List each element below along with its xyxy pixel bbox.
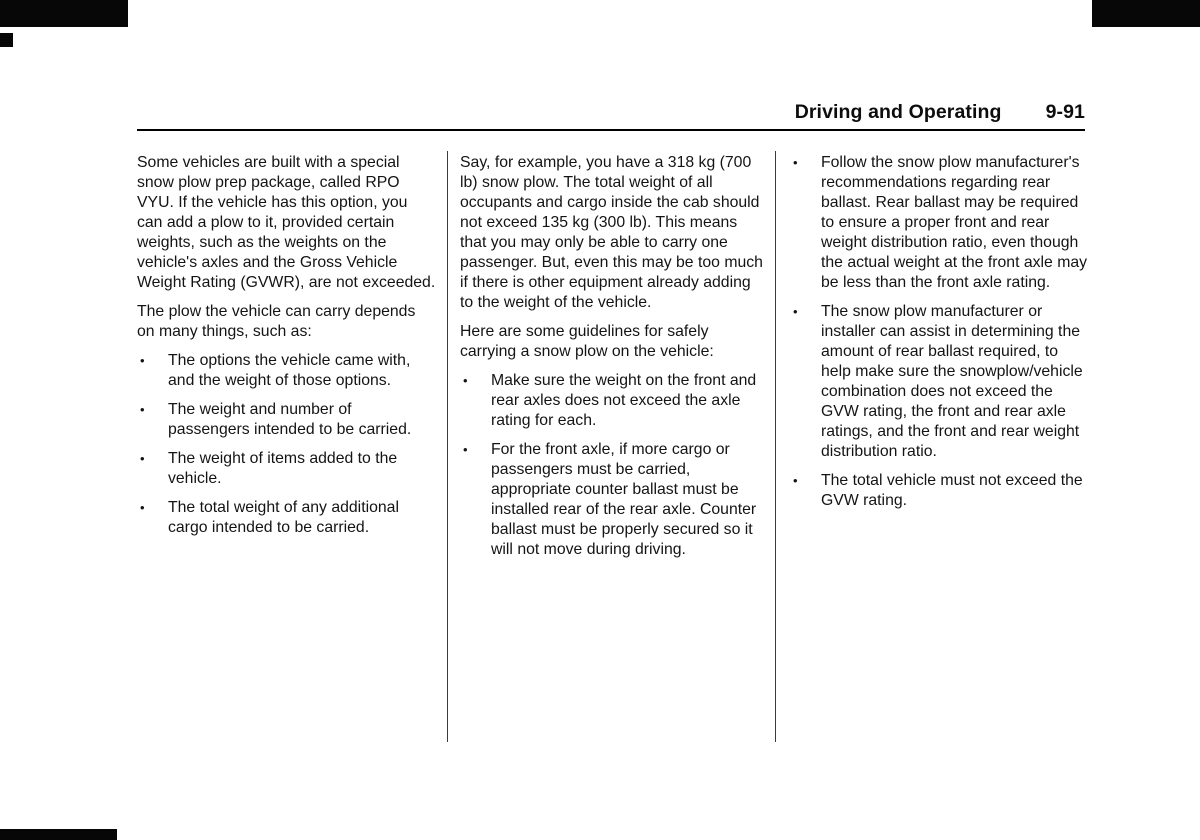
bullet-item — [137, 498, 437, 538]
bullet-item — [790, 471, 1088, 511]
bullet-text: The weight of items added to the vehicle. — [168, 450, 398, 487]
scan-artifact-top-right — [1092, 0, 1200, 27]
bullet-text: For the front axle, if more cargo or passengers must be carried, appropriate counter ballast must be installed rear of the rear axle. Counter ballast must be properly secured so it will not move during driving. — [491, 441, 757, 558]
page-number: 9-91 — [1045, 101, 1085, 123]
text-column-1 — [137, 153, 437, 547]
bullet-icon: • — [793, 304, 798, 319]
bullet-item — [790, 153, 1088, 293]
bullet-text: The weight and number of passengers intended to be carried. — [168, 401, 412, 438]
header-rule — [137, 129, 1085, 131]
column-divider-2 — [775, 151, 776, 742]
bullet-icon: • — [140, 500, 145, 515]
page-header — [137, 101, 1085, 124]
bullet-item — [137, 449, 437, 489]
bullet-icon: • — [463, 442, 468, 457]
bullet-item — [137, 351, 437, 391]
chapter-title: Driving and Operating — [794, 101, 1002, 123]
bullet-item — [137, 400, 437, 440]
bullet-text: The options the vehicle came with, and the weight of those options. — [168, 352, 411, 389]
scan-artifact-bottom-left — [0, 829, 117, 840]
paragraph: Say, for example, you have a 318 kg (700 lb) snow plow. The total weight of all occupants and cargo inside the cab should not exceed 135 kg (300 lb). This means that you may only be able to carry one passenger. But, even this may be too much if there is other equipment already adding to the weight of the vehicle. — [460, 154, 763, 311]
scan-artifact-top-left — [0, 0, 128, 27]
bullet-icon: • — [463, 373, 468, 388]
bullet-item — [790, 302, 1088, 462]
bullet-icon: • — [140, 451, 145, 466]
bullet-item — [460, 440, 763, 560]
bullet-text: The snow plow manufacturer or installer can assist in determining the amount of rear ballast required, to help make sure the snowplow/vehicle combination does not exceed the GVW rating, the front and rear axle ratings, and the front and rear weight distribution ratio. — [821, 303, 1083, 460]
scan-artifact-left-edge — [0, 33, 13, 47]
bullet-text: The total weight of any additional cargo intended to be carried. — [168, 499, 399, 536]
bullet-text: Follow the snow plow manufacturer's recommendations regarding rear ballast. Rear ballast may be required to ensure a proper front and rear weight distribution ratio, even though the actual weight at the front axle may be less than the front axle rating. — [821, 154, 1088, 291]
paragraph: Here are some guidelines for safely carrying a snow plow on the vehicle: — [460, 323, 714, 360]
bullet-text: The total vehicle must not exceed the GVW rating. — [821, 472, 1083, 509]
paragraph: The plow the vehicle can carry depends on many things, such as: — [137, 303, 416, 340]
bullet-icon: • — [140, 402, 145, 417]
text-column-3 — [790, 153, 1088, 520]
text-column-2 — [460, 153, 763, 569]
paragraph: Some vehicles are built with a special snow plow prep package, called RPO VYU. If the vehicle has this option, you can add a plow to it, provided certain weights, such as the weights on the vehicle's axles and the Gross Vehicle Weight Rating (GVWR), are not exceeded. — [137, 154, 436, 291]
bullet-icon: • — [793, 473, 798, 488]
bullet-icon: • — [793, 155, 798, 170]
column-divider-1 — [447, 151, 448, 742]
bullet-text: Make sure the weight on the front and rear axles does not exceed the axle rating for each. — [491, 372, 757, 429]
bullet-icon: • — [140, 353, 145, 368]
bullet-item — [460, 371, 763, 431]
